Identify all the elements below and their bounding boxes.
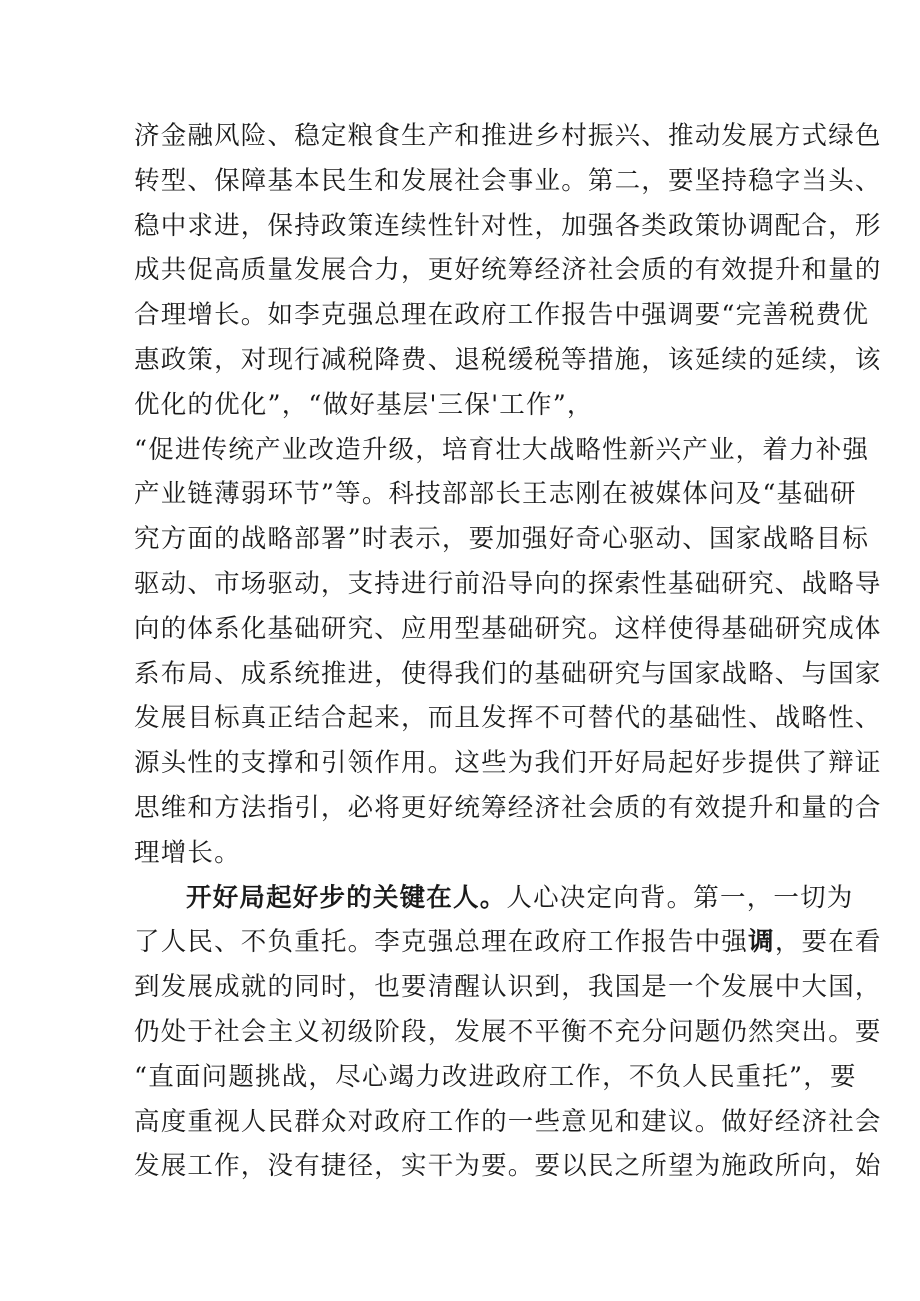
text-line: 系布局、成系统推进，使得我们的基础研究与国家战略、与国家 <box>134 658 882 689</box>
paragraph-2-line1-rest: 人心决定向背。第一，一切为 <box>506 882 854 913</box>
text-line: 仍处于社会主义初级阶段，发展不平衡不充分问题仍然突出。要 <box>134 1016 882 1047</box>
paragraph-2-second-line <box>134 920 882 965</box>
line2-end: ，要在看 <box>774 927 882 958</box>
text-line: 稳中求进，保持政策连续性针对性，加强各类政策协调配合，形 <box>134 210 882 241</box>
text-line: “促进传统产业改造升级，培育壮大战略性新兴产业，着力补强 <box>134 434 870 465</box>
document-body <box>134 114 882 1189</box>
text-line: 到发展成就的同时，也要清醒认识到，我国是一个发展中大国， <box>134 972 882 1003</box>
text-line: 合理增长。如李克强总理在政府工作报告中强调要“完善税费优 <box>134 300 870 331</box>
text-line: 产业链薄弱环节”等。科技部部长王志刚在被媒体问及“基础研 <box>134 479 857 510</box>
text-line: 向的体系化基础研究、应用型基础研究。这样使得基础研究成体 <box>134 613 882 644</box>
text-line: 发展目标真正结合起来，而且发挥不可替代的基础性、战略性、 <box>134 703 882 734</box>
text-line: 成共促高质量发展合力，更好统筹经济社会质的有效提升和量的 <box>134 255 882 286</box>
text-line: 究方面的战略部署”时表示，要加强好奇心驱动、国家战略目标 <box>134 524 870 555</box>
text-line: 源头性的支撑和引领作用。这些为我们开好局起好步提供了辩证 <box>134 748 882 779</box>
text-line: 驱动、市场驱动，支持进行前沿导向的探索性基础研究、战略导 <box>134 568 882 599</box>
text-line: 济金融风险、稳定粮食生产和推进乡村振兴、推动发展方式绿色 <box>134 121 882 151</box>
text-line: 发展工作，没有捷径，实干为要。要以民之所望为施政所向，始 <box>134 1151 882 1182</box>
text-line: 转型、保障基本民生和发展社会事业。第二，要坚持稳字当头、 <box>134 165 882 196</box>
paragraph-2-first-line <box>134 876 854 921</box>
paragraph-2-heading: 开好局起好步的关键在人。 <box>186 882 507 913</box>
text-line: “直面问题挑战，尽心竭力改进政府工作，不负人民重托”，要 <box>134 1061 857 1092</box>
text-line: 思维和方法指引，必将更好统筹经济社会质的有效提升和量的合 <box>134 792 882 823</box>
line2-bold-char: 调 <box>748 927 775 958</box>
text-line: 理增长。 <box>134 837 241 868</box>
line2-start: 了人民、不负重托。李克强总理在政府工作报告中强 <box>134 927 749 958</box>
text-line: 优化的优化”，“做好基层'三保'工作”， <box>134 389 594 420</box>
text-line: 高度重视人民群众对政府工作的一些意见和建议。做好经济社会 <box>134 1106 882 1137</box>
text-line: 惠政策，对现行减税降费、退税缓税等措施，该延续的延续，该 <box>134 344 882 375</box>
